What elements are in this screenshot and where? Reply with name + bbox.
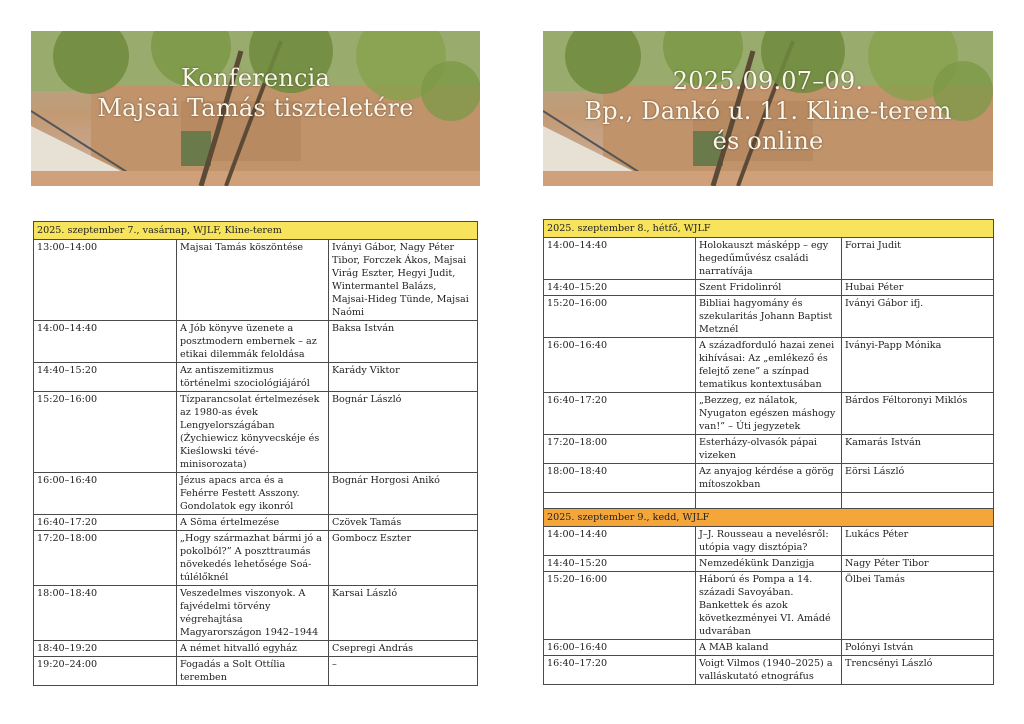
table-row (544, 238, 994, 280)
table-row (34, 321, 478, 363)
title-cell: Háború és Pompa a 14. századi Savoyában. Bankettek és azok következményei VI. Amádé udvarában (696, 572, 842, 640)
title-cell: Az antiszemitizmus történelmi szociológiájáról (177, 363, 329, 392)
time-cell: 18:00–18:40 (544, 464, 696, 493)
title-cell: Az anyajog kérdése a görög mítoszokban (696, 464, 842, 493)
time-cell: 16:40–17:20 (544, 656, 696, 685)
table-row (34, 515, 478, 531)
speaker-cell: Hubai Péter (842, 280, 994, 296)
speaker-cell: Karsai László (329, 586, 478, 641)
time-cell: 16:40–17:20 (544, 393, 696, 435)
day-header-label: 2025. szeptember 9., kedd, WJLF (544, 509, 994, 527)
time-cell: 18:40–19:20 (34, 641, 177, 657)
title-cell: J–J. Rousseau a nevelésről: utópia vagy disztópia? (696, 527, 842, 556)
speaker-cell: Nagy Péter Tibor (842, 556, 994, 572)
title-cell: A Sōma értelmezése (177, 515, 329, 531)
speaker-cell: Ölbei Tamás (842, 572, 994, 640)
table-row (34, 240, 478, 321)
time-cell: 17:20–18:00 (34, 531, 177, 586)
time-cell: 14:00–14:40 (544, 238, 696, 280)
title-cell: Esterházy-olvasók pápai vizeken (696, 435, 842, 464)
title-cell: Bibliai hagyomány és szekularitás Johann Baptist Metznél (696, 296, 842, 338)
speaker-cell: Gombocz Eszter (329, 531, 478, 586)
speaker-cell: Karády Viktor (329, 363, 478, 392)
title-cell: Majsai Tamás köszöntése (177, 240, 329, 321)
time-cell: 13:00–14:00 (34, 240, 177, 321)
time-cell: 15:20–16:00 (34, 392, 177, 473)
speaker-cell: Iványi Gábor ifj. (842, 296, 994, 338)
table-row (34, 586, 478, 641)
speaker-cell: Bognár Horgosi Anikó (329, 473, 478, 515)
title-cell: Holokauszt másképp – egy hegedűművész családi narratívája (696, 238, 842, 280)
speaker-cell: – (329, 657, 478, 686)
speaker-cell: Iványi Gábor, Nagy Péter Tibor, Forczek Ákos, Majsai Virág Eszter, Hegyi Judit, Wintermantel Balázs, Majsai-Hideg Tünde, Majsai Naómi (329, 240, 478, 321)
title-cell: A német hitvalló egyház (177, 641, 329, 657)
table-row (34, 363, 478, 392)
day-header (34, 222, 478, 240)
time-cell: 15:20–16:00 (544, 572, 696, 640)
time-cell: 14:00–14:40 (544, 527, 696, 556)
table-row (544, 527, 994, 556)
table-row (544, 393, 994, 435)
table-row (544, 556, 994, 572)
time-cell: 14:00–14:40 (34, 321, 177, 363)
table-row (34, 531, 478, 586)
title-cell: A századforduló hazai zenei kihívásai: Az „emlékező és felejtő zene” a színpad tematikus kontextusában (696, 338, 842, 393)
day-header (544, 220, 994, 238)
banner-photo-left (31, 31, 480, 186)
time-cell: 19:20–24:00 (34, 657, 177, 686)
time-cell: 14:40–15:20 (544, 280, 696, 296)
time-cell: 14:40–15:20 (34, 363, 177, 392)
title-cell: A MAB kaland (696, 640, 842, 656)
title-cell: „Bezzeg, ez nálatok, Nyugaton egészen máshogy van!” – Úti jegyzetek (696, 393, 842, 435)
speaker-cell: Bárdos Féltoronyi Miklós (842, 393, 994, 435)
table-row (544, 464, 994, 493)
title-cell: Voigt Vilmos (1940–2025) a valláskutató etnográfus (696, 656, 842, 685)
speaker-cell: Eörsi László (842, 464, 994, 493)
time-cell: 18:00–18:40 (34, 586, 177, 641)
banner-title-right: 2025.09.07–09. Bp., Dankó u. 11. Kline-terem és online (584, 67, 952, 155)
banner-title-left: Konferencia Majsai Tamás tiszteletére (97, 64, 414, 122)
time-cell: 16:40–17:20 (34, 515, 177, 531)
time-cell: 17:20–18:00 (544, 435, 696, 464)
title-cell: Nemzedékünk Danzigja (696, 556, 842, 572)
speaker-cell: Trencsényi László (842, 656, 994, 685)
table-row (34, 473, 478, 515)
speaker-cell: Kamarás István (842, 435, 994, 464)
day-header (544, 509, 994, 527)
banner-photo-right (543, 31, 993, 186)
table-row (544, 572, 994, 640)
table-row (544, 338, 994, 393)
table-row (34, 392, 478, 473)
table-row (544, 280, 994, 296)
title-cell: Tízparancsolat értelmezések az 1980-as évek Lengyelországában (Żychiewicz könyvecskéje és Kieślowski tévé-minisorozata) (177, 392, 329, 473)
title-cell: „Hogy származhat bármi jó a pokolból?” A poszttraumás növekedés lehetősége Soá-túlélőknél (177, 531, 329, 586)
speaker-cell: Csepregi András (329, 641, 478, 657)
table-row (544, 640, 994, 656)
time-cell: 15:20–16:00 (544, 296, 696, 338)
day-header-label: 2025. szeptember 7., vasárnap, WJLF, Kline-terem (34, 222, 478, 240)
speaker-cell: Lukács Péter (842, 527, 994, 556)
title-cell: Fogadás a Solt Ottília teremben (177, 657, 329, 686)
table-row (34, 657, 478, 686)
right-page (512, 0, 1024, 724)
table-row (544, 296, 994, 338)
time-cell: 16:00–16:40 (34, 473, 177, 515)
speaker-cell: Czövek Tamás (329, 515, 478, 531)
speaker-cell: Bognár László (329, 392, 478, 473)
table-row (34, 641, 478, 657)
table-row (544, 656, 994, 685)
table-row (544, 435, 994, 464)
schedule-table-day1 (33, 221, 478, 686)
empty-row (544, 493, 994, 509)
title-cell: Szent Fridolinról (696, 280, 842, 296)
speaker-cell: Polónyi István (842, 640, 994, 656)
speaker-cell: Iványi-Papp Mónika (842, 338, 994, 393)
title-cell: Jézus apacs arca és a Fehérre Festett Asszony. Gondolatok egy ikonról (177, 473, 329, 515)
title-cell: A Jób könyve üzenete a posztmodern embernek – az etikai dilemmák feloldása (177, 321, 329, 363)
time-cell: 16:00–16:40 (544, 338, 696, 393)
schedule-table-day2-day3 (543, 219, 994, 685)
speaker-cell: Baksa István (329, 321, 478, 363)
time-cell: 16:00–16:40 (544, 640, 696, 656)
day-header-label: 2025. szeptember 8., hétfő, WJLF (544, 220, 994, 238)
title-cell: Veszedelmes viszonyok. A fajvédelmi törvény végrehajtása Magyarországon 1942–1944 (177, 586, 329, 641)
time-cell: 14:40–15:20 (544, 556, 696, 572)
speaker-cell: Forrai Judit (842, 238, 994, 280)
